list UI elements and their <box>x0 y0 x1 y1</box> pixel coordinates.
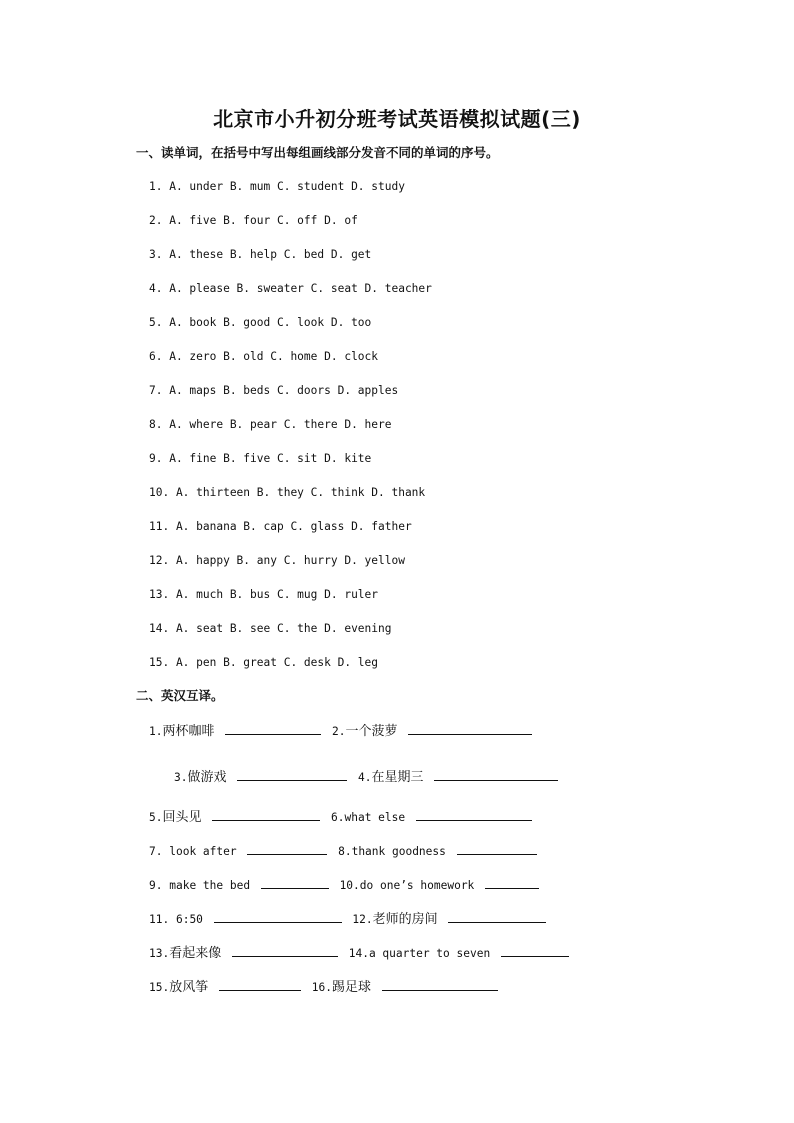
item-number: 9. <box>149 879 163 892</box>
item-prompt: 看起来像 <box>169 946 222 961</box>
item-prompt: 6:50 <box>175 913 203 926</box>
answer-blank[interactable] <box>219 976 301 991</box>
item-prompt: thank goodness <box>351 845 446 858</box>
translation-row <box>149 720 536 743</box>
answer-blank[interactable] <box>214 908 342 923</box>
answer-blank[interactable] <box>261 874 329 889</box>
item-number: 10. <box>339 879 360 892</box>
answer-blank[interactable] <box>485 874 539 889</box>
translation-item-14 <box>349 942 569 965</box>
item-number: 2. <box>332 725 346 738</box>
answer-blank[interactable] <box>457 840 537 855</box>
item-number: 14. <box>348 947 369 960</box>
item-prompt: do one’s homework <box>359 879 475 892</box>
question-3: 3. A. these B. help C. bed D. get <box>149 248 372 261</box>
section-1-heading: 一、读单词，在括号中写出每组画线部分发音不同的单词的序号。 <box>136 145 499 160</box>
page-title: 北京市小升初分班考试英语模拟试题(三) <box>213 107 581 131</box>
item-prompt: a quarter to seven <box>368 947 491 960</box>
item-number: 16. <box>311 981 332 994</box>
item-number: 7. <box>149 845 163 858</box>
translation-item-15 <box>149 976 301 999</box>
translation-item-3 <box>174 766 347 789</box>
translation-item-16 <box>312 976 498 999</box>
item-prompt: make the bed <box>169 879 251 892</box>
question-10: 10. A. thirteen B. they C. think D. thank <box>149 486 426 499</box>
item-prompt: 老师的房间 <box>372 912 438 927</box>
question-2: 2. A. five B. four C. off D. of <box>149 214 358 227</box>
item-prompt: 在星期三 <box>371 770 424 785</box>
question-12: 12. A. happy B. any C. hurry D. yellow <box>149 554 405 567</box>
item-number: 12. <box>352 913 373 926</box>
section-2-heading: 二、英汉互译。 <box>136 688 224 703</box>
translation-row <box>149 874 543 897</box>
answer-blank[interactable] <box>212 806 320 821</box>
translation-item-1 <box>149 720 321 743</box>
translation-item-4 <box>358 766 558 789</box>
item-prompt: 踢足球 <box>331 980 371 995</box>
answer-blank[interactable] <box>225 720 321 735</box>
question-4: 4. A. please B. sweater C. seat D. teacher <box>149 282 432 295</box>
answer-blank[interactable] <box>501 942 569 957</box>
translation-item-8 <box>338 840 537 863</box>
question-8: 8. A. where B. pear C. there D. here <box>149 418 392 431</box>
answer-blank[interactable] <box>434 766 558 781</box>
translation-row <box>174 766 562 789</box>
translation-item-6 <box>331 806 532 829</box>
answer-blank[interactable] <box>382 976 498 991</box>
item-prompt: 回头见 <box>162 810 202 825</box>
item-number: 8. <box>338 845 352 858</box>
answer-blank[interactable] <box>416 806 532 821</box>
translation-item-12 <box>352 908 546 931</box>
translation-item-13 <box>149 942 338 965</box>
answer-blank[interactable] <box>232 942 338 957</box>
translation-item-10 <box>340 874 539 897</box>
question-11: 11. A. banana B. cap C. glass D. father <box>149 520 412 533</box>
item-prompt: 放风筝 <box>169 980 209 995</box>
translation-row <box>149 976 502 999</box>
question-15: 15. A. pen B. great C. desk D. leg <box>149 656 379 669</box>
translation-item-11 <box>149 908 342 931</box>
translation-row <box>149 806 536 829</box>
item-number: 11. <box>149 913 170 926</box>
translation-row <box>149 908 550 931</box>
answer-blank[interactable] <box>448 908 546 923</box>
item-number: 13. <box>149 947 170 960</box>
item-prompt: 一个菠萝 <box>345 724 398 739</box>
question-7: 7. A. maps B. beds C. doors D. apples <box>149 384 399 397</box>
translation-item-5 <box>149 806 320 829</box>
item-number: 5. <box>149 811 163 824</box>
item-prompt: what else <box>344 811 406 824</box>
translation-item-7 <box>149 840 327 863</box>
translation-item-2 <box>332 720 532 743</box>
item-prompt: 两杯咖啡 <box>162 724 215 739</box>
item-number: 6. <box>331 811 345 824</box>
item-number: 4. <box>358 771 372 784</box>
translation-row <box>149 840 541 863</box>
question-1: 1. A. under B. mum C. student D. study <box>149 180 405 193</box>
question-5: 5. A. book B. good C. look D. too <box>149 316 372 329</box>
translation-row <box>149 942 573 965</box>
question-9: 9. A. fine B. five C. sit D. kite <box>149 452 372 465</box>
question-14: 14. A. seat B. see C. the D. evening <box>149 622 392 635</box>
item-prompt: look after <box>169 845 237 858</box>
item-number: 15. <box>149 981 170 994</box>
item-number: 1. <box>149 725 163 738</box>
question-6: 6. A. zero B. old C. home D. clock <box>149 350 379 363</box>
item-prompt: 做游戏 <box>187 770 227 785</box>
item-number: 3. <box>174 771 188 784</box>
answer-blank[interactable] <box>237 766 347 781</box>
translation-item-9 <box>149 874 329 897</box>
phonics-question-list <box>149 177 432 687</box>
answer-blank[interactable] <box>408 720 532 735</box>
answer-blank[interactable] <box>247 840 327 855</box>
question-13: 13. A. much B. bus C. mug D. ruler <box>149 588 379 601</box>
